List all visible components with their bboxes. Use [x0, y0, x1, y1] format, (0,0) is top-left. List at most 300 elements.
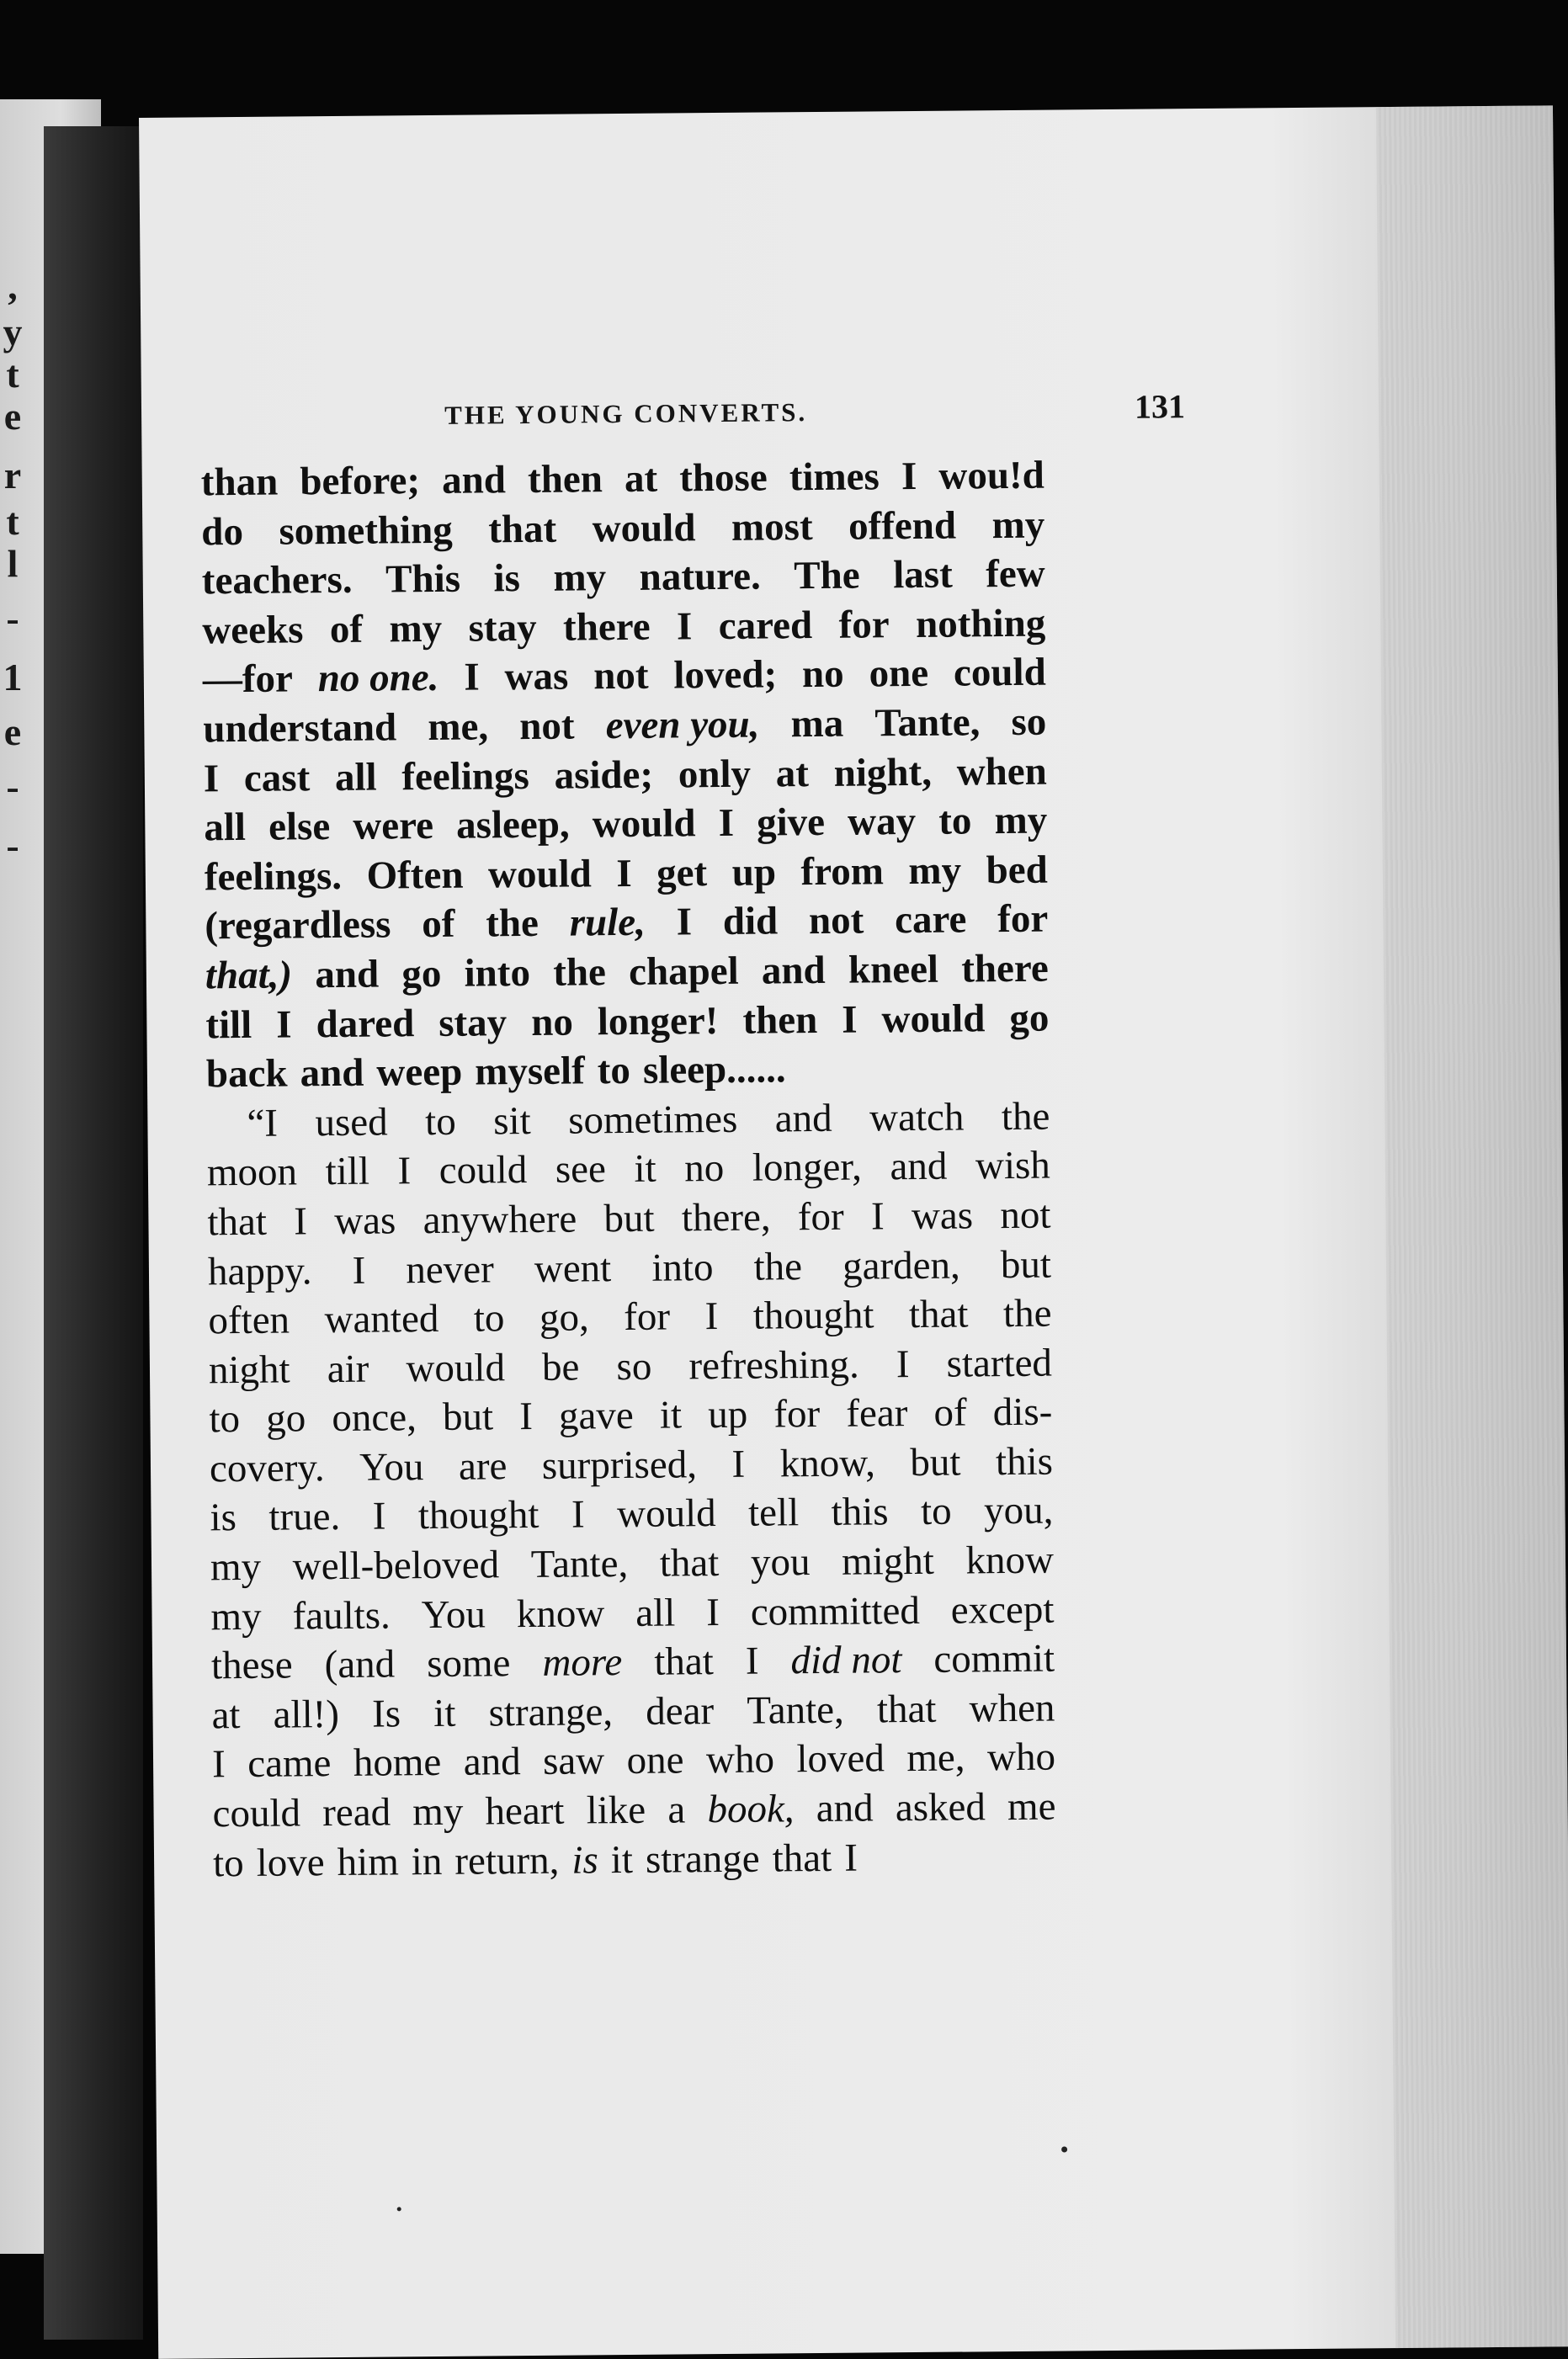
word: tell — [747, 1490, 800, 1536]
word: all — [635, 1591, 676, 1635]
word: nature. — [639, 554, 761, 600]
word: moon — [206, 1150, 298, 1195]
word: my — [210, 1544, 262, 1590]
word: commit — [933, 1636, 1055, 1682]
word: teachers. — [201, 557, 353, 603]
word: all — [204, 805, 247, 850]
text-line — [211, 1634, 1055, 1691]
word: I — [842, 997, 858, 1042]
word: some — [426, 1641, 511, 1687]
text-line — [210, 1536, 1054, 1592]
word: it — [659, 1393, 683, 1437]
word: could — [953, 650, 1046, 695]
text-line — [206, 1092, 1050, 1148]
word: longer, — [752, 1145, 863, 1190]
word: I — [901, 454, 917, 499]
word: it — [433, 1691, 456, 1735]
word: from — [800, 849, 885, 894]
word: surprised, — [541, 1442, 698, 1488]
word: I — [731, 1442, 746, 1486]
word: most — [731, 504, 813, 550]
word: who — [986, 1735, 1056, 1780]
word: to — [473, 1296, 505, 1341]
word: the — [552, 950, 607, 995]
word: home — [353, 1740, 442, 1786]
word: do — [201, 509, 244, 554]
margin-fragment: e — [3, 395, 22, 438]
word: me — [1007, 1784, 1056, 1830]
text-line — [205, 993, 1049, 1049]
word: I — [870, 1194, 885, 1239]
word: all!) — [273, 1692, 340, 1737]
word: till — [325, 1149, 370, 1194]
word: heart — [485, 1788, 565, 1834]
word: go — [1009, 996, 1050, 1040]
margin-fragment: - — [6, 765, 19, 808]
word: would — [592, 801, 696, 847]
word: happy. — [207, 1248, 312, 1294]
word: sometimes — [567, 1097, 738, 1143]
word: and — [463, 1740, 521, 1785]
margin-fragment: - — [6, 597, 19, 640]
paragraph — [201, 451, 1050, 1099]
word: for — [773, 1392, 821, 1437]
word: for — [997, 896, 1049, 942]
word: I — [211, 1742, 226, 1787]
word: and — [816, 1786, 874, 1831]
text-line — [210, 1437, 1053, 1493]
word: in — [411, 1839, 443, 1883]
word: not — [519, 704, 575, 749]
word: no — [684, 1146, 725, 1191]
word: aside; — [554, 752, 654, 798]
word: Often — [366, 853, 464, 898]
word: up — [707, 1393, 748, 1437]
margin-fragment: e — [3, 710, 22, 753]
word: came — [247, 1741, 332, 1787]
running-head — [444, 386, 1185, 433]
word: one — [626, 1738, 684, 1783]
italic-word: is — [571, 1837, 598, 1883]
word: I — [843, 1836, 858, 1880]
word: to — [920, 1490, 952, 1534]
word: you, — [983, 1489, 1054, 1533]
text-line — [210, 1486, 1053, 1543]
word: weep — [376, 1049, 463, 1095]
margin-fragment: , — [8, 264, 18, 307]
word: stay — [468, 605, 537, 651]
word: stay — [438, 1000, 508, 1045]
word: Tante, — [530, 1542, 629, 1587]
word: before; — [300, 459, 421, 504]
word: no — [530, 1000, 574, 1044]
text-line — [208, 1289, 1051, 1346]
italic-word: more — [542, 1640, 623, 1686]
word: but — [603, 1196, 655, 1241]
word: a — [667, 1788, 686, 1832]
page-edge-shading — [1376, 105, 1568, 2348]
margin-fragment: - — [6, 824, 19, 867]
word: was — [911, 1193, 974, 1238]
word: did — [722, 899, 779, 944]
word: last — [892, 552, 953, 598]
word: of — [422, 902, 455, 947]
word: thought — [417, 1493, 539, 1538]
word: —for — [202, 656, 294, 702]
word: chapel — [628, 948, 739, 994]
word: for — [838, 603, 890, 647]
word: I — [705, 1590, 720, 1634]
book-page — [139, 105, 1568, 2359]
word: go — [265, 1396, 306, 1442]
text-line — [213, 1831, 1056, 1888]
word: and — [890, 1144, 948, 1189]
word: those — [679, 455, 768, 501]
word: (and — [324, 1642, 396, 1687]
text-line — [201, 500, 1044, 556]
word: see — [555, 1147, 607, 1193]
word: so — [616, 1344, 652, 1389]
word: than — [200, 460, 279, 505]
word: committed — [750, 1588, 921, 1634]
word: wish — [975, 1143, 1051, 1188]
word: would — [487, 852, 593, 897]
margin-fragment: y — [3, 311, 23, 353]
text-line — [202, 550, 1045, 606]
word: of — [329, 607, 364, 651]
word: I — [571, 1492, 585, 1538]
word: and — [441, 458, 507, 502]
word: I — [704, 1294, 719, 1339]
word: I — [397, 1149, 412, 1193]
word: were — [353, 804, 434, 848]
word: my — [908, 848, 962, 893]
word: not — [1000, 1193, 1051, 1238]
word: garden, — [842, 1243, 960, 1288]
word: love — [256, 1840, 325, 1885]
word: into — [651, 1245, 714, 1290]
word: is — [210, 1496, 237, 1540]
word: this — [995, 1439, 1054, 1485]
word: could — [439, 1148, 528, 1193]
word: loved; — [673, 652, 778, 698]
word: You — [359, 1444, 424, 1490]
word: at — [624, 456, 658, 501]
body-text — [201, 451, 1057, 1889]
word: to — [424, 1099, 456, 1144]
word: when — [969, 1686, 1055, 1731]
word: wou!d — [938, 453, 1044, 498]
text-line — [203, 648, 1046, 704]
word: faults. — [292, 1593, 391, 1639]
word: the — [753, 1244, 803, 1289]
word: it — [610, 1837, 634, 1882]
print-speck — [1061, 2146, 1067, 2152]
text-line — [207, 1141, 1050, 1198]
paragraph — [206, 1092, 1056, 1888]
word: my — [991, 502, 1045, 547]
word: and — [761, 948, 826, 993]
word: longer! — [597, 998, 719, 1044]
word: like — [586, 1788, 646, 1833]
word: This — [385, 556, 461, 602]
word: covery. — [209, 1446, 325, 1491]
word: thought — [752, 1293, 874, 1338]
word: refreshing. — [688, 1342, 859, 1389]
word: fear — [846, 1391, 908, 1437]
word: me, — [428, 704, 489, 749]
word: these — [210, 1643, 293, 1688]
word: wanted — [324, 1297, 439, 1342]
word: strange, — [488, 1690, 614, 1735]
word: my — [994, 798, 1048, 843]
word: saw — [542, 1739, 605, 1784]
word: there — [961, 946, 1049, 991]
word: to — [597, 1049, 631, 1093]
word: The — [794, 553, 860, 598]
word: strange — [645, 1836, 760, 1882]
word: used — [315, 1100, 388, 1145]
word: I — [616, 851, 632, 895]
word: bed — [986, 847, 1048, 892]
word: sit — [493, 1098, 531, 1144]
word: myself — [475, 1049, 585, 1094]
word: I — [294, 1199, 308, 1244]
word: for — [624, 1294, 671, 1340]
word: of — [933, 1390, 967, 1436]
word: I — [518, 1395, 534, 1439]
page-number: 131 — [1134, 387, 1186, 426]
italic-word: rule, — [569, 901, 646, 945]
word: night, — [833, 750, 933, 795]
word: might — [841, 1538, 935, 1584]
word: would — [881, 996, 986, 1041]
word: at — [775, 751, 810, 795]
word: kneel — [848, 947, 939, 992]
word: all — [334, 755, 377, 800]
word: that — [772, 1836, 832, 1881]
word: dis- — [992, 1389, 1053, 1435]
word: night — [208, 1347, 290, 1393]
word: the — [1001, 1094, 1050, 1139]
word: there — [562, 604, 651, 650]
text-line — [201, 451, 1044, 507]
word: gave — [558, 1394, 634, 1438]
text-line — [203, 698, 1046, 754]
word: I — [718, 801, 735, 846]
word: no — [801, 652, 844, 697]
word: but — [910, 1440, 961, 1485]
margin-fragment: t — [6, 353, 19, 396]
text-line — [204, 796, 1047, 853]
word: would — [592, 505, 696, 550]
word: it — [634, 1146, 656, 1192]
word: but — [1000, 1242, 1052, 1287]
word: I — [372, 1494, 386, 1539]
italic-word: book, — [707, 1787, 795, 1832]
text-line — [212, 1783, 1055, 1839]
word: know — [965, 1538, 1055, 1583]
word: I — [352, 1248, 366, 1293]
word: so — [1011, 699, 1047, 744]
word: cared — [718, 603, 813, 648]
word: asleep, — [455, 802, 570, 847]
word: to — [209, 1397, 241, 1442]
word: was — [333, 1198, 396, 1243]
word: then — [527, 457, 603, 502]
text-line — [212, 1733, 1055, 1789]
word: go, — [539, 1295, 589, 1340]
word: I — [745, 1639, 759, 1684]
word: and — [300, 1050, 364, 1096]
word: offend — [848, 503, 957, 549]
margin-fragment: t — [6, 500, 19, 543]
word: the — [1002, 1291, 1052, 1336]
word: else — [268, 805, 331, 849]
word: air — [327, 1347, 369, 1391]
text-line — [207, 1191, 1050, 1247]
word: went — [534, 1246, 612, 1291]
word: (regardless — [205, 902, 391, 948]
text-line — [208, 1240, 1051, 1296]
word: I — [676, 604, 693, 649]
italic-word: did not — [790, 1638, 902, 1683]
text-line — [205, 845, 1048, 901]
word: never — [406, 1246, 494, 1292]
word: but — [442, 1395, 494, 1440]
italic-word: even you, — [605, 702, 760, 748]
word: loved — [796, 1736, 885, 1782]
word: get — [656, 850, 708, 895]
word: and — [315, 952, 380, 997]
word: way — [847, 800, 917, 844]
word: started — [946, 1341, 1053, 1386]
word: could — [212, 1791, 301, 1836]
word: nothing — [915, 601, 1046, 646]
word: that — [659, 1541, 720, 1586]
word: read — [322, 1790, 391, 1836]
word: I — [676, 900, 693, 944]
word: care — [894, 897, 967, 943]
word: that — [908, 1292, 969, 1337]
margin-fragment: l — [7, 542, 19, 585]
word: him — [337, 1840, 399, 1884]
word: sleep...... — [642, 1047, 786, 1092]
word: to — [938, 799, 972, 843]
italic-word: that,) — [205, 953, 293, 998]
word: few — [986, 551, 1045, 597]
word: up — [731, 850, 777, 895]
word: dared — [316, 1001, 415, 1046]
print-speck — [397, 2207, 401, 2211]
text-line — [204, 746, 1047, 803]
word: asked — [895, 1785, 986, 1830]
word: except — [950, 1587, 1055, 1633]
word: I — [464, 655, 480, 700]
word: when — [956, 749, 1048, 794]
word: that — [207, 1199, 268, 1245]
word: that — [488, 507, 557, 551]
italic-word: no one. — [317, 656, 439, 701]
word: watch — [869, 1095, 965, 1140]
word: know, — [779, 1441, 876, 1486]
text-line — [202, 598, 1045, 655]
word: my — [389, 606, 443, 651]
margin-fragment: r — [3, 454, 22, 497]
word: and — [774, 1096, 832, 1141]
word: is — [493, 556, 521, 601]
text-line — [210, 1585, 1054, 1641]
word: “I — [247, 1101, 279, 1145]
word: Is — [371, 1692, 401, 1736]
word: to — [212, 1841, 244, 1885]
word: there, — [681, 1195, 771, 1241]
book-spine-shadow — [44, 126, 143, 2340]
word: times — [789, 454, 880, 500]
word: the — [486, 901, 539, 946]
word: ma — [790, 701, 844, 746]
word: only — [678, 752, 752, 796]
word: are — [458, 1444, 508, 1489]
text-line — [209, 1388, 1052, 1444]
word: would — [406, 1345, 506, 1390]
word: not — [593, 654, 649, 699]
word: then — [742, 997, 818, 1043]
word: my — [412, 1789, 464, 1835]
text-line — [205, 944, 1049, 1001]
word: feelings — [401, 753, 530, 799]
word: go — [401, 951, 442, 996]
word: I — [276, 1002, 292, 1047]
word: would — [616, 1491, 716, 1537]
word: not — [808, 898, 864, 943]
word: give — [756, 800, 826, 845]
word: something — [279, 507, 453, 554]
word: Tante, — [747, 1687, 845, 1733]
word: me, — [906, 1735, 965, 1781]
text-line — [209, 1338, 1052, 1395]
word: that — [654, 1639, 715, 1684]
word: dear — [646, 1688, 715, 1734]
word: weeks — [202, 608, 304, 653]
word: anywhere — [423, 1197, 577, 1243]
word: You — [421, 1592, 486, 1637]
margin-fragment: 1 — [3, 656, 23, 699]
word: true. — [268, 1495, 341, 1540]
word: Tante, — [874, 700, 981, 746]
word: was — [504, 654, 569, 699]
word: be — [541, 1345, 580, 1389]
text-line — [205, 895, 1048, 951]
word: understand — [203, 705, 397, 752]
word: back — [205, 1051, 288, 1097]
word: that — [876, 1687, 937, 1732]
word: this — [831, 1490, 889, 1535]
text-line — [211, 1683, 1055, 1740]
word: return, — [454, 1838, 560, 1883]
word: well-beloved — [292, 1543, 500, 1589]
word: my — [210, 1594, 262, 1639]
word: my — [553, 555, 607, 600]
word: who — [705, 1737, 775, 1783]
word: once, — [332, 1395, 417, 1441]
word: feelings. — [204, 853, 343, 900]
word: often — [208, 1298, 290, 1343]
word: for — [797, 1194, 844, 1240]
text-line — [206, 1043, 1050, 1099]
word: into — [464, 950, 531, 996]
word: till — [205, 1002, 252, 1047]
